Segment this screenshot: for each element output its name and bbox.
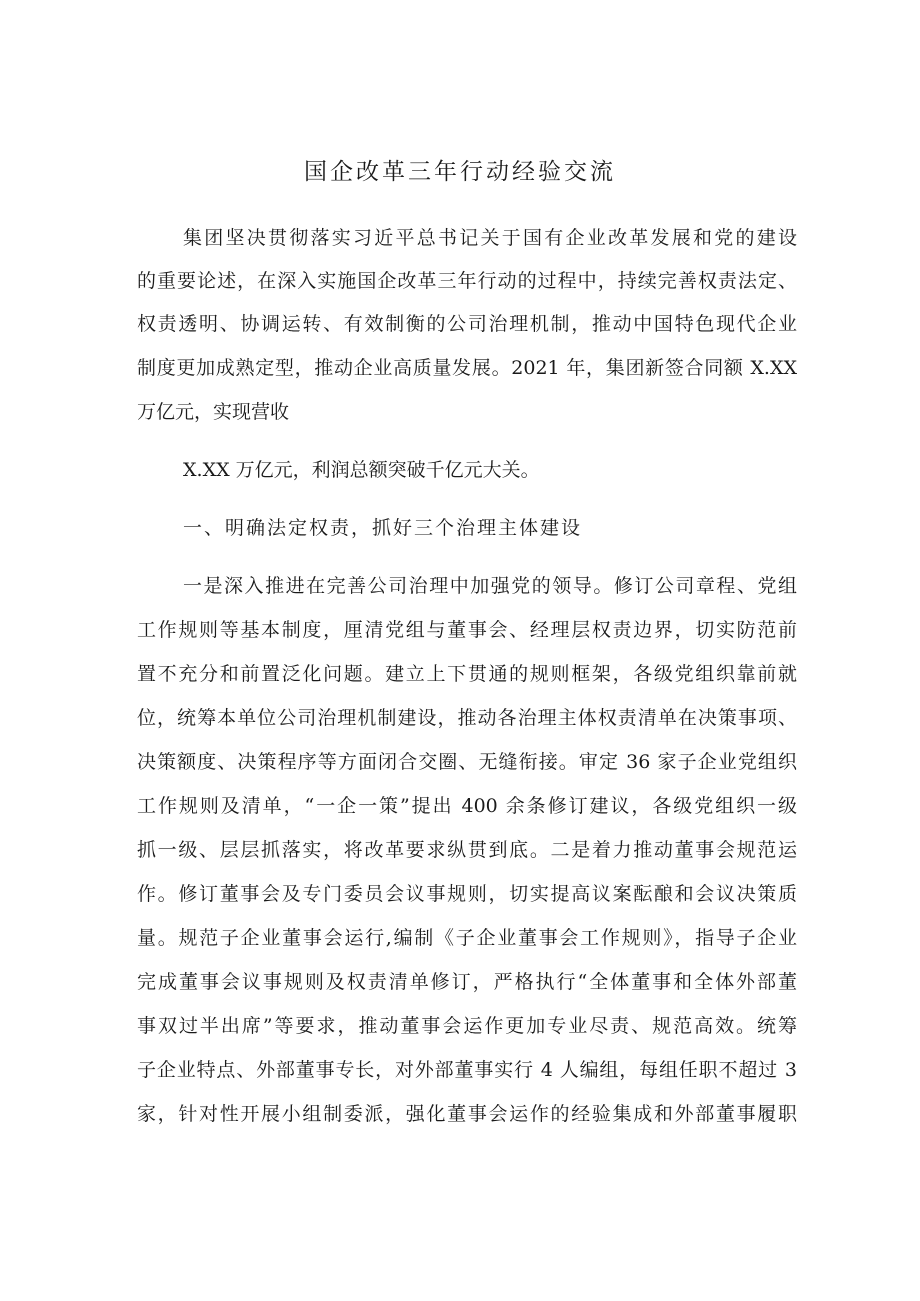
paragraph-line: 万亿元，实现营收 bbox=[137, 401, 290, 423]
paragraph-line: 事双过半出席”等要求，推动董事会运作更加专业尽责、规范高效。统筹 bbox=[137, 1015, 797, 1037]
page-title: 国企改革三年行动经验交流 bbox=[304, 159, 616, 185]
paragraph-line: 工作规则及清单，“一企一策”提出 400 余条修订建议，各级党组织一级 bbox=[137, 795, 797, 817]
paragraph-line: 工作规则等基本制度，厘清党组与董事会、经理层权责边界，切实防范前 bbox=[137, 619, 797, 641]
paragraph-line: 权责透明、协调运转、有效制衡的公司治理机制，推动中国特色现代企业 bbox=[137, 313, 797, 335]
paragraph-line: 的重要论述，在深入实施国企改革三年行动的过程中，持续完善权责法定、 bbox=[137, 270, 797, 292]
paragraph-line: 子企业特点、外部董事专长，对外部董事实行 4 人编组，每组任职不超过 3 bbox=[137, 1059, 797, 1081]
paragraph-line: 制度更加成熟定型，推动企业高质量发展。2021 年，集团新签合同额 X.XX bbox=[137, 357, 797, 379]
paragraph-line: 完成董事会议事规则及权责清单修订，严格执行“全体董事和全体外部董 bbox=[137, 971, 797, 993]
paragraph-line: 决策额度、决策程序等方面闭合交圈、无缝衔接。审定 36 家子企业党组织 bbox=[137, 751, 797, 773]
paragraph-line: 抓一级、层层抓落实，将改革要求纵贯到底。二是着力推动董事会规范运 bbox=[137, 839, 797, 861]
section-heading: 一、明确法定权责，抓好三个治理主体建设 bbox=[183, 517, 583, 539]
paragraph-line: 位，统筹本单位公司治理机制建设，推动各治理主体权责清单在决策事项、 bbox=[137, 707, 797, 729]
paragraph-line: 量。规范子企业董事会运行,编制《子企业董事会工作规则》，指导子企业 bbox=[137, 927, 797, 949]
paragraph-line: X.XX 万亿元，利润总额突破千亿元大关。 bbox=[183, 459, 540, 481]
paragraph-line: 集团坚决贯彻落实习近平总书记关于国有企业改革发展和党的建设 bbox=[183, 227, 797, 249]
paragraph-line: 置不充分和前置泛化问题。建立上下贯通的规则框架，各级党组织靠前就 bbox=[137, 663, 797, 685]
paragraph-line: 作。修订董事会及专门委员会议事规则，切实提高议案酝酿和会议决策质 bbox=[137, 883, 797, 905]
paragraph-line: 家，针对性开展小组制委派，强化董事会运作的经验集成和外部董事履职 bbox=[137, 1103, 797, 1125]
paragraph-line: 一是深入推进在完善公司治理中加强党的领导。修订公司章程、党组 bbox=[183, 575, 797, 597]
